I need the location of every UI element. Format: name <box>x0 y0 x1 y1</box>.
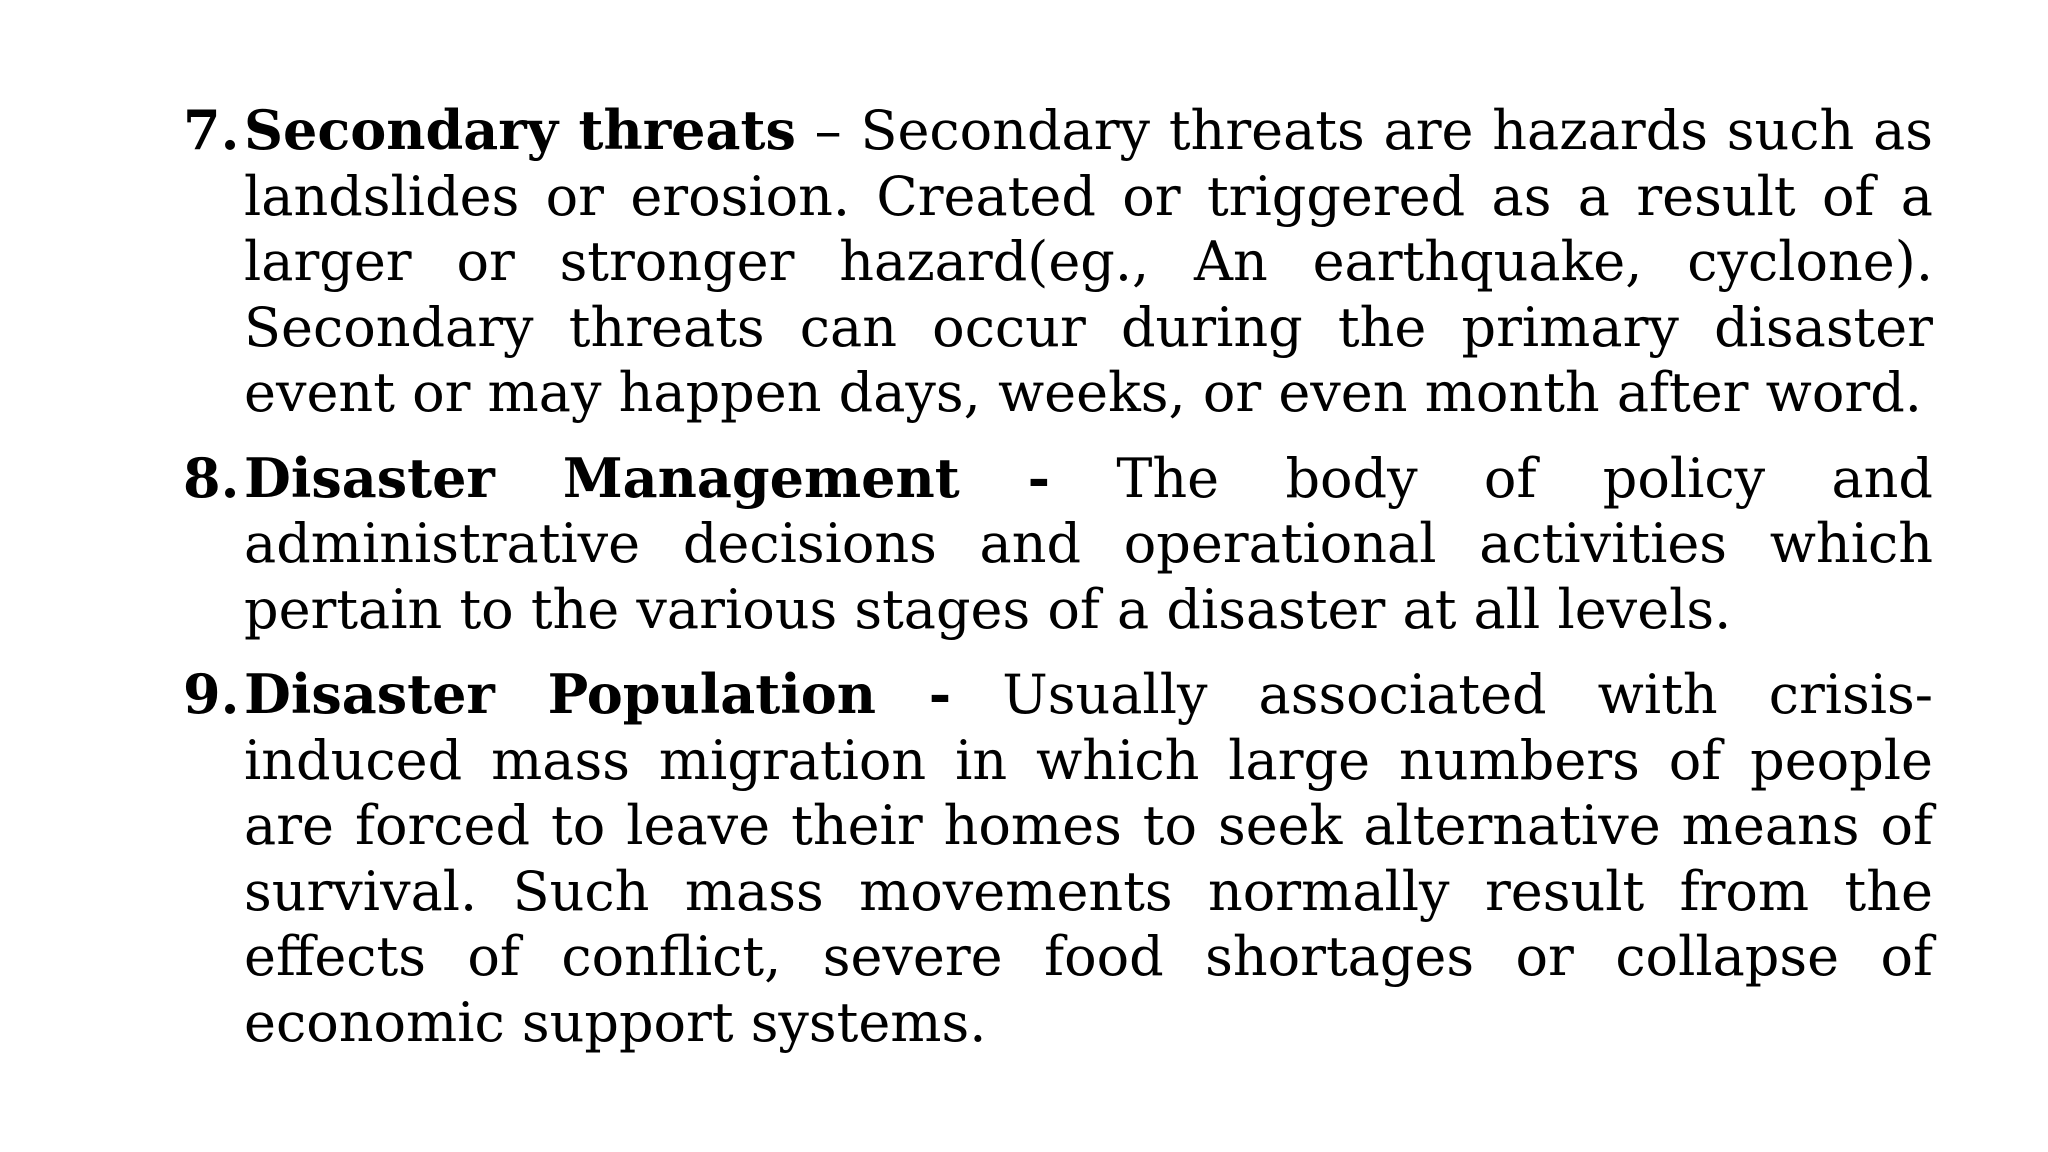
term-separator: – <box>795 99 861 162</box>
definition-item-disaster-population <box>183 662 1933 1055</box>
definition-text: The body of policy and administrative decisions and operational activities which pertain to the various stages of a disaster at all levels. <box>244 446 1933 641</box>
term-separator <box>1050 447 1116 510</box>
definition-text: Usually associated with crisis-induced mass migration in which large numbers of people are forced to leave their homes to seek alternative means of survival. Such mass movements normally result from the effects of conflict, severe food shortages or collapse of economic support systems. <box>244 663 1933 1054</box>
definition-term: Disaster Management - <box>244 445 1051 510</box>
item-number: 7. <box>183 98 240 162</box>
definition-text: Secondary threats are hazards such as landslides or erosion. Created or triggered as a result of a larger or stronger hazard(eg., An earthquake, cyclone). Secondary threats can occur during the primary disaster event or may happen days, weeks, or even month after word. <box>244 99 1933 424</box>
definition-term: Secondary threats <box>244 98 796 162</box>
definition-item-secondary-threats <box>183 98 1933 426</box>
definition-term: Disaster Population - <box>244 662 952 726</box>
item-number: 8. <box>183 445 240 510</box>
term-separator <box>951 663 1002 726</box>
definition-item-disaster-management <box>183 446 1933 643</box>
definition-list <box>183 98 1933 1055</box>
item-number: 9. <box>183 662 240 726</box>
